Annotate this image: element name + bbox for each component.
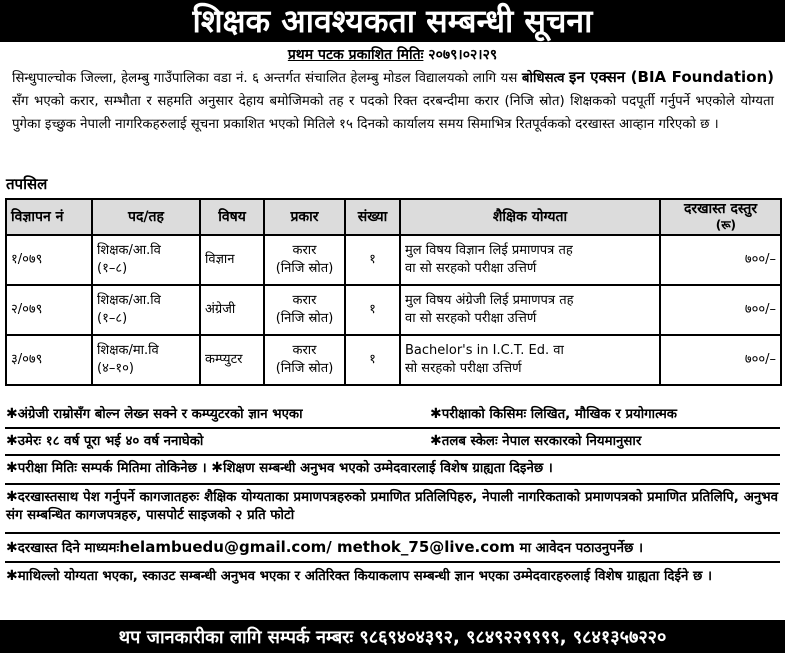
cell-fee: ७००/–: [660, 235, 781, 285]
org-name-2: इन एक्सन (BIA Foundation): [569, 68, 774, 86]
note-text: दरखास्त दिने माध्यमः: [17, 541, 120, 556]
divider: [5, 454, 780, 456]
note-text: परीक्षाको किसिमः लिखित, मौखिक र प्रयोगात्मक: [441, 407, 678, 422]
header-subject: विषय: [200, 199, 264, 235]
cell-fee: ७००/–: [660, 285, 781, 335]
post-level: (१–८): [97, 261, 128, 276]
details-label: तपसिल: [6, 175, 48, 193]
table-row: [6, 335, 781, 385]
cell-type: [264, 335, 345, 385]
note-documents: [6, 488, 778, 525]
note-text: उमेरः १८ वर्ष पूरा भई ४० वर्ष ननाघेको: [17, 434, 204, 449]
note-english-computer: [6, 405, 426, 424]
header-ad-no: विज्ञापन नं: [6, 199, 92, 235]
header-fee-label: दरखास्त दस्तुर: [683, 201, 758, 217]
divider: [5, 532, 780, 534]
table-header-row: [6, 199, 781, 235]
cell-count: १: [345, 335, 400, 385]
qualification-line-2: वा सो सरहको परीक्षा उत्तिर्ण: [405, 311, 537, 326]
cell-qualification: [400, 335, 660, 385]
cell-subject: कम्प्युटर: [200, 335, 264, 385]
cell-post: [92, 335, 200, 385]
note-text: अंग्रेजी राम्रोसँग बोल्न लेख्न सक्ने र कम्प्युटरको ज्ञान भएका: [17, 407, 303, 422]
note-text: शिक्षण सम्बन्धी अनुभव भएको उम्मेदवारलाई विशेष ग्राह्यता दिइनेछ ।: [223, 461, 553, 476]
note-exam-type: [430, 405, 780, 424]
cell-subject: विज्ञान: [200, 235, 264, 285]
intro-text-1: सिन्धुपाल्चोक जिल्ला, हेलम्बु गाउँपालिका वडा नं. ६ अन्तर्गत संचालित हेलम्बु मोडल विद्यालयको लागि यस: [12, 71, 522, 86]
qualification-line-2: सो सरहको परीक्षा उत्तिर्ण: [405, 361, 522, 376]
bullet-icon: ✱: [430, 433, 442, 449]
header-type: प्रकार: [264, 199, 345, 235]
divider: [5, 427, 780, 429]
note-age: [6, 432, 426, 451]
note-text: परीक्षा मितिः सम्पर्क मितिमा तोकिनेछ ।: [17, 461, 212, 476]
publication-date-label: प्रथम पटक प्रकाशित मितिः: [287, 47, 424, 63]
vacancy-table: [5, 198, 782, 386]
note-text: मा आवेदन पठाउनुपर्नेछ ।: [515, 541, 644, 556]
footer-contact: थप जानकारीका लागि सम्पर्क नम्बरः ९८६९४०४३९२, ९८४९२२९९९९, ९८४१३५७२२०: [0, 620, 785, 653]
qualification-line-1: मुल विषय अंग्रेजी लिई प्रमाणपत्र तह: [405, 293, 574, 308]
cell-fee: ७००/–: [660, 335, 781, 385]
cell-ad-no: २/०७९: [6, 285, 92, 335]
divider: [5, 561, 780, 563]
note-text: तलब स्केलः नेपाल सरकारको नियमानुसार: [441, 434, 642, 449]
divider: [5, 483, 780, 485]
note-preference: [6, 567, 778, 586]
header-qualification: शैक्षिक योग्यता: [400, 199, 660, 235]
header-fee-unit: (रू): [715, 218, 736, 232]
qualification-line-2: वा सो सरहको परीक्षा उत्तिर्ण: [405, 261, 537, 276]
header-fee: [660, 199, 781, 235]
header-count: संख्या: [345, 199, 400, 235]
note-application-medium: [6, 538, 781, 558]
post-level: (१–८): [97, 311, 128, 326]
post-name: शिक्षक/आ.वि: [97, 293, 161, 308]
post-name: शिक्षक/मा.वि: [97, 343, 159, 358]
bullet-icon: ✱: [430, 406, 442, 422]
intro-text-2: सँग भएको करार, सम्भौता र सहमति अनुसार देहाय बमोजिमको तह र पदको रिक्त दरबन्दीमा करार (निजि स्रोत) शिक्षकको पदपूर्ती गर्नुपर्ने भएकोले योग्यता पुगेका इच्छुक नेपाली नागरिकहरुलाई सूचना प्रकाशित भएको मितिले १५ दिनको कार्यालय समय सिमाभित्र रितपूर्वकको दरखास्त आव्हान गरिएको छ ।: [12, 94, 774, 132]
bullet-icon: ✱: [6, 433, 18, 449]
note-salary: [430, 432, 780, 451]
bullet-icon: ✱: [6, 489, 18, 505]
cell-qualification: [400, 235, 660, 285]
bullet-icon: ✱: [6, 460, 18, 476]
contact-emails: helambuedu@gmail.com/ methok_75@live.com: [119, 538, 516, 556]
bullet-icon: ✱: [211, 460, 223, 476]
type-label: करार: [292, 293, 317, 308]
cell-post: [92, 285, 200, 335]
bullet-icon: ✱: [6, 540, 18, 556]
intro-paragraph: [12, 66, 774, 136]
table-row: [6, 235, 781, 285]
org-name-1: बोधिसत्व: [521, 71, 565, 86]
cell-type: [264, 235, 345, 285]
qualification-line-1: मुल विषय विज्ञान लिई प्रमाणपत्र तह: [405, 243, 573, 258]
post-name: शिक्षक/आ.वि: [97, 243, 161, 258]
cell-ad-no: १/०७९: [6, 235, 92, 285]
type-label: करार: [292, 343, 317, 358]
cell-ad-no: ३/०७९: [6, 335, 92, 385]
note-exam-date: [6, 459, 781, 478]
type-source: (निजि स्रोत): [275, 261, 334, 276]
publication-date-line: [0, 45, 785, 64]
post-level: (४–१०): [97, 361, 134, 376]
bullet-icon: ✱: [6, 406, 18, 422]
type-label: करार: [292, 243, 317, 258]
note-text: माथिल्लो योग्यता भएका, स्काउट सम्बन्धी अनुभव भएका र अतिरिक्त कियाकलाप सम्बन्धी ज्ञान भएका उम्मेदवारहरुलाई विशेष ग्राह्यता दिईने छ ।: [17, 569, 713, 584]
cell-count: १: [345, 285, 400, 335]
cell-type: [264, 285, 345, 335]
type-source: (निजि स्रोत): [275, 311, 334, 326]
type-source: (निजि स्रोत): [275, 361, 334, 376]
cell-post: [92, 235, 200, 285]
cell-subject: अंग्रेजी: [200, 285, 264, 335]
note-text: दरखास्तसाथ पेश गर्नुपर्ने कागजातहरुः शैक्षिक योग्यताका प्रमाणपत्रहरुको प्रमाणित प्रतिलिपिहरु, नेपाली नागरिकताको प्रमाणपत्रको प्रमाणित प्रतिलिपि, अनुभव संग सम्बन्धित कागजपत्रहरु, पासपोर्ट साइजको २ प्रति फोटो: [6, 490, 778, 523]
cell-qualification: [400, 285, 660, 335]
notice-title: शिक्षक आवश्यकता सम्बन्धी सूचना: [0, 0, 785, 42]
header-post: पद/तह: [92, 199, 200, 235]
publication-date-value: २०७९।०२।२९: [428, 47, 498, 63]
table-row: [6, 285, 781, 335]
bullet-icon: ✱: [6, 568, 18, 584]
cell-count: १: [345, 235, 400, 285]
qualification-line-1: Bachelor's in I.C.T. Ed. वा: [405, 343, 564, 358]
